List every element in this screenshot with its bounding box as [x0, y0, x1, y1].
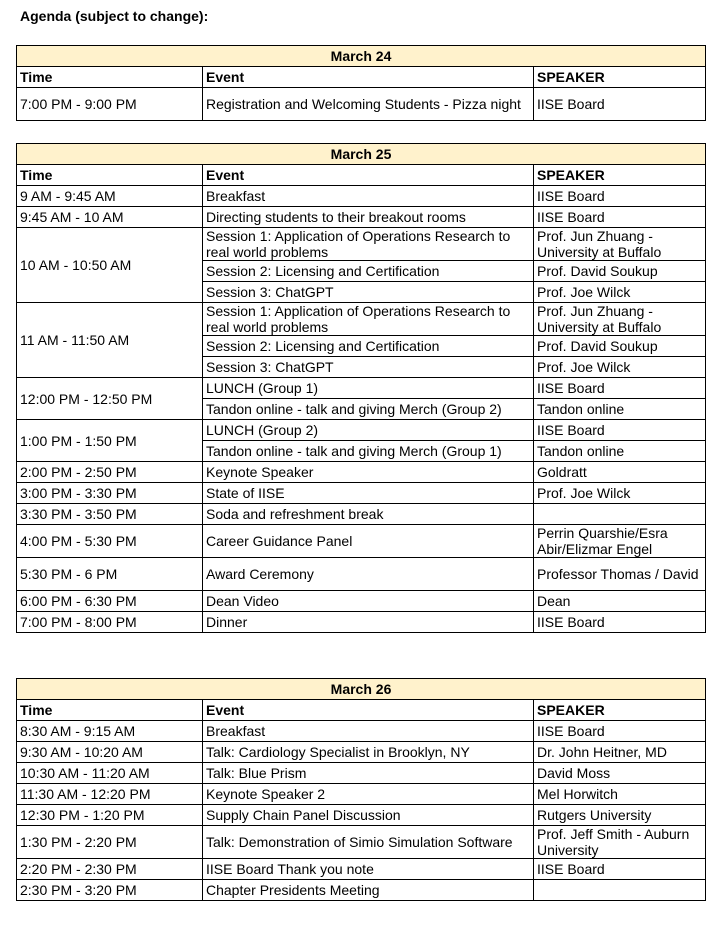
event-column-header: Event: [203, 67, 534, 88]
speaker-column-header: SPEAKER: [534, 700, 706, 721]
event-cell: Talk: Cardiology Specialist in Brooklyn, NY: [203, 742, 534, 763]
column-header-row: [17, 700, 706, 721]
event-cell: Supply Chain Panel Discussion: [203, 805, 534, 826]
speaker-cell: Tandon online: [534, 399, 706, 420]
date-header: March 25: [17, 144, 706, 165]
event-cell: Session 2: Licensing and Certification: [203, 336, 534, 357]
speaker-cell: Prof. Jun Zhuang - University at Buffalo: [534, 303, 706, 336]
event-column-header: Event: [203, 700, 534, 721]
event-cell: Breakfast: [203, 186, 534, 207]
date-header-row: [17, 679, 706, 700]
column-header-row: [17, 165, 706, 186]
time-cell: 9:45 AM - 10 AM: [17, 207, 203, 228]
speaker-cell: Prof. David Soukup: [534, 261, 706, 282]
speaker-cell: IISE Board: [534, 88, 706, 121]
event-cell: Career Guidance Panel: [203, 525, 534, 558]
table-row: [17, 420, 706, 441]
date-header: March 26: [17, 679, 706, 700]
table-row: [17, 228, 706, 261]
table-row: [17, 859, 706, 880]
time-cell: 7:00 PM - 9:00 PM: [17, 88, 203, 121]
time-column-header: Time: [17, 67, 203, 88]
event-cell: Dean Video: [203, 591, 534, 612]
time-cell: 3:30 PM - 3:50 PM: [17, 504, 203, 525]
time-cell: 2:20 PM - 2:30 PM: [17, 859, 203, 880]
speaker-cell: Prof. Joe Wilck: [534, 483, 706, 504]
time-column-header: Time: [17, 700, 203, 721]
event-cell: Keynote Speaker: [203, 462, 534, 483]
time-cell: 7:00 PM - 8:00 PM: [17, 612, 203, 633]
time-cell: 3:00 PM - 3:30 PM: [17, 483, 203, 504]
event-cell: Tandon online - talk and giving Merch (Group 1): [203, 441, 534, 462]
event-cell: State of IISE: [203, 483, 534, 504]
speaker-cell: Goldratt: [534, 462, 706, 483]
agenda-table-march-25: [16, 143, 706, 633]
table-row: [17, 303, 706, 336]
speaker-cell: IISE Board: [534, 612, 706, 633]
time-cell: 9 AM - 9:45 AM: [17, 186, 203, 207]
time-cell: 8:30 AM - 9:15 AM: [17, 721, 203, 742]
speaker-cell: Prof. Jun Zhuang - University at Buffalo: [534, 228, 706, 261]
date-header: March 24: [17, 46, 706, 67]
time-cell: 10:30 AM - 11:20 AM: [17, 763, 203, 784]
table-row: [17, 763, 706, 784]
table-row: [17, 591, 706, 612]
table-row: [17, 784, 706, 805]
table-row: [17, 612, 706, 633]
speaker-cell: IISE Board: [534, 721, 706, 742]
agenda-table-march-24: [16, 45, 706, 121]
time-cell: 4:00 PM - 5:30 PM: [17, 525, 203, 558]
event-cell: LUNCH (Group 1): [203, 378, 534, 399]
speaker-cell: IISE Board: [534, 186, 706, 207]
speaker-cell: Prof. Joe Wilck: [534, 282, 706, 303]
table-row: [17, 462, 706, 483]
speaker-cell: Rutgers University: [534, 805, 706, 826]
speaker-cell: IISE Board: [534, 420, 706, 441]
event-cell: IISE Board Thank you note: [203, 859, 534, 880]
table-row: [17, 742, 706, 763]
table-row: [17, 826, 706, 859]
time-cell: 12:30 PM - 1:20 PM: [17, 805, 203, 826]
speaker-cell: IISE Board: [534, 859, 706, 880]
event-cell: Award Ceremony: [203, 558, 534, 591]
event-cell: Keynote Speaker 2: [203, 784, 534, 805]
event-cell: Tandon online - talk and giving Merch (Group 2): [203, 399, 534, 420]
speaker-cell: [534, 504, 706, 525]
speaker-cell: Prof. Jeff Smith - Auburn University: [534, 826, 706, 859]
table-row: [17, 483, 706, 504]
event-cell: LUNCH (Group 2): [203, 420, 534, 441]
event-cell: Breakfast: [203, 721, 534, 742]
event-cell: Session 3: ChatGPT: [203, 357, 534, 378]
time-cell: 11 AM - 11:50 AM: [17, 303, 203, 378]
column-header-row: [17, 67, 706, 88]
speaker-cell: Mel Horwitch: [534, 784, 706, 805]
event-cell: Session 1: Application of Operations Research to real world problems: [203, 228, 534, 261]
speaker-column-header: SPEAKER: [534, 165, 706, 186]
time-cell: 12:00 PM - 12:50 PM: [17, 378, 203, 420]
table-row: [17, 805, 706, 826]
time-cell: 2:00 PM - 2:50 PM: [17, 462, 203, 483]
event-cell: Soda and refreshment break: [203, 504, 534, 525]
time-cell: 5:30 PM - 6 PM: [17, 558, 203, 591]
table-row: [17, 558, 706, 591]
table-row: [17, 721, 706, 742]
table-row: [17, 207, 706, 228]
table-row: [17, 88, 706, 121]
event-cell: Talk: Demonstration of Simio Simulation Software: [203, 826, 534, 859]
event-cell: Registration and Welcoming Students - Pizza night: [203, 88, 534, 121]
table-row: [17, 504, 706, 525]
event-cell: Directing students to their breakout rooms: [203, 207, 534, 228]
event-cell: Dinner: [203, 612, 534, 633]
time-cell: 1:00 PM - 1:50 PM: [17, 420, 203, 462]
speaker-cell: Prof. Joe Wilck: [534, 357, 706, 378]
date-header-row: [17, 144, 706, 165]
event-cell: Session 2: Licensing and Certification: [203, 261, 534, 282]
event-cell: Session 3: ChatGPT: [203, 282, 534, 303]
speaker-cell: David Moss: [534, 763, 706, 784]
event-cell: Session 1: Application of Operations Research to real world problems: [203, 303, 534, 336]
speaker-cell: Tandon online: [534, 441, 706, 462]
time-cell: 10 AM - 10:50 AM: [17, 228, 203, 303]
speaker-cell: IISE Board: [534, 378, 706, 399]
table-row: [17, 378, 706, 399]
speaker-cell: Perrin Quarshie/Esra Abir/Elizmar Engel: [534, 525, 706, 558]
event-cell: Chapter Presidents Meeting: [203, 880, 534, 901]
table-row: [17, 525, 706, 558]
page-heading: Agenda (subject to change):: [20, 8, 209, 24]
speaker-cell: Dr. John Heitner, MD: [534, 742, 706, 763]
table-row: [17, 186, 706, 207]
time-cell: 6:00 PM - 6:30 PM: [17, 591, 203, 612]
table-row: [17, 880, 706, 901]
time-column-header: Time: [17, 165, 203, 186]
agenda-table-march-26: [16, 678, 706, 901]
date-header-row: [17, 46, 706, 67]
speaker-cell: IISE Board: [534, 207, 706, 228]
speaker-cell: Dean: [534, 591, 706, 612]
speaker-cell: Professor Thomas / David: [534, 558, 706, 591]
time-cell: 9:30 AM - 10:20 AM: [17, 742, 203, 763]
speaker-cell: [534, 880, 706, 901]
event-cell: Talk: Blue Prism: [203, 763, 534, 784]
speaker-column-header: SPEAKER: [534, 67, 706, 88]
time-cell: 2:30 PM - 3:20 PM: [17, 880, 203, 901]
time-cell: 1:30 PM - 2:20 PM: [17, 826, 203, 859]
speaker-cell: Prof. David Soukup: [534, 336, 706, 357]
time-cell: 11:30 AM - 12:20 PM: [17, 784, 203, 805]
event-column-header: Event: [203, 165, 534, 186]
